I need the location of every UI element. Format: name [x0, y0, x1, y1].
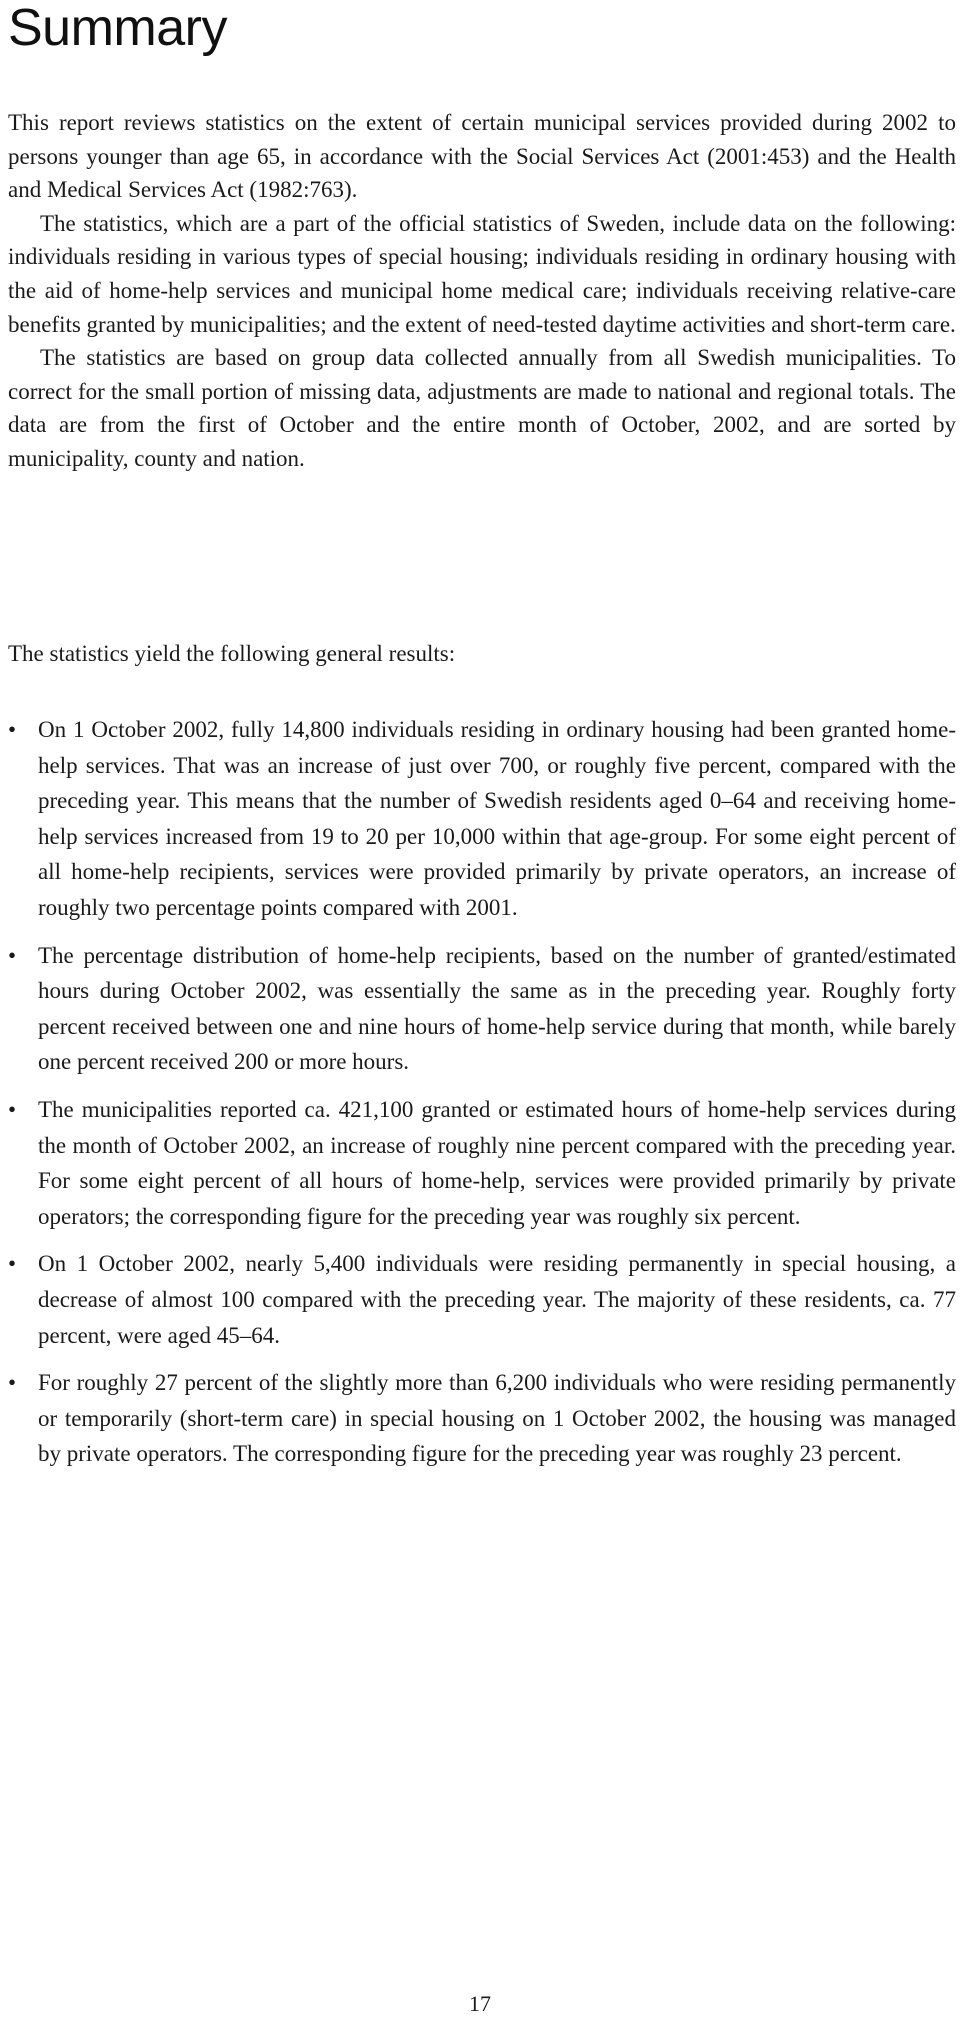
bullet-icon: •: [8, 942, 17, 968]
bullet-icon: •: [8, 1251, 17, 1277]
bullet-icon: •: [8, 1370, 17, 1396]
intro-paragraph: The statistics are based on group data collected annually from all Swedish municipalities. To correct for the small portion of missing data, adjustments are made to national and regional totals. The data are from the first of October and the entire month of October, 2002, and are sorted by municipality, county and nation.: [8, 345, 956, 471]
list-item: [8, 1092, 956, 1234]
bullet-icon: •: [8, 717, 17, 742]
page-number: 17: [469, 1991, 491, 2016]
bullet-icon: •: [8, 1096, 17, 1122]
list-item-text: On 1 October 2002, fully 14,800 individuals residing in ordinary housing had been granted home-help services. That was an increase of just over 700, or roughly five percent, compared with the preceding year. This means that the number of Swedish residents aged 0–64 and receiving home-help services increased from 19 to 20 per 10,000 within that age-group. For some eight percent of all home-help recipients, services were provided primarily by private operators, an increase of roughly two percentage points compared with 2001.: [38, 717, 956, 920]
list-item-text: The percentage distribution of home-help recipients, based on the number of granted/estimated hours during October 2002, was essentially the same as in the preceding year. Roughly forty percent received between one and nine hours of home-help service during that month, while barely one percent received 200 or more hours.: [38, 942, 956, 1075]
list-item: [8, 1246, 956, 1353]
intro-paragraph: The statistics, which are a part of the official statistics of Sweden, include data on the following: individuals residing in various types of special housing; individuals residing in ordinary housing with the aid of home-help services and municipal home medical care; individuals receiving relative-care benefits granted by municipalities; and the extent of need-tested daytime activities and short-term care.: [8, 210, 956, 337]
intro-paragraph: This report reviews statistics on the extent of certain municipal services provided during 2002 to persons younger than age 65, in accordance with the Social Services Act (2001:453) and the Health and Medical Services Act (1982:763).: [8, 110, 956, 203]
list-item-text: The municipalities reported ca. 421,100 granted or estimated hours of home-help services during the month of October 2002, an increase of roughly nine percent compared with the preceding year. For some eight percent of all hours of home-help, services were provided primarily by private operators; the corresponding figure for the preceding year was roughly six percent.: [38, 1096, 956, 1229]
list-item: [8, 712, 956, 926]
intro-section: [8, 106, 956, 476]
list-item: [8, 1365, 956, 1472]
page-title: Summary: [8, 0, 227, 57]
list-item-text: On 1 October 2002, nearly 5,400 individuals were residing permanently in special housing, a decrease of almost 100 compared with the preceding year. The majority of these residents, ca. 77 percent, were aged 45–64.: [38, 1251, 956, 1348]
results-lead: The statistics yield the following general results:: [8, 641, 456, 666]
results-list: [8, 712, 956, 1484]
list-item-text: For roughly 27 percent of the slightly more than 6,200 individuals who were residing permanently or temporarily (short-term care) in special housing on 1 October 2002, the housing was managed by private operators. The corresponding figure for the preceding year was roughly 23 percent.: [38, 1370, 956, 1467]
list-item: [8, 938, 956, 1080]
